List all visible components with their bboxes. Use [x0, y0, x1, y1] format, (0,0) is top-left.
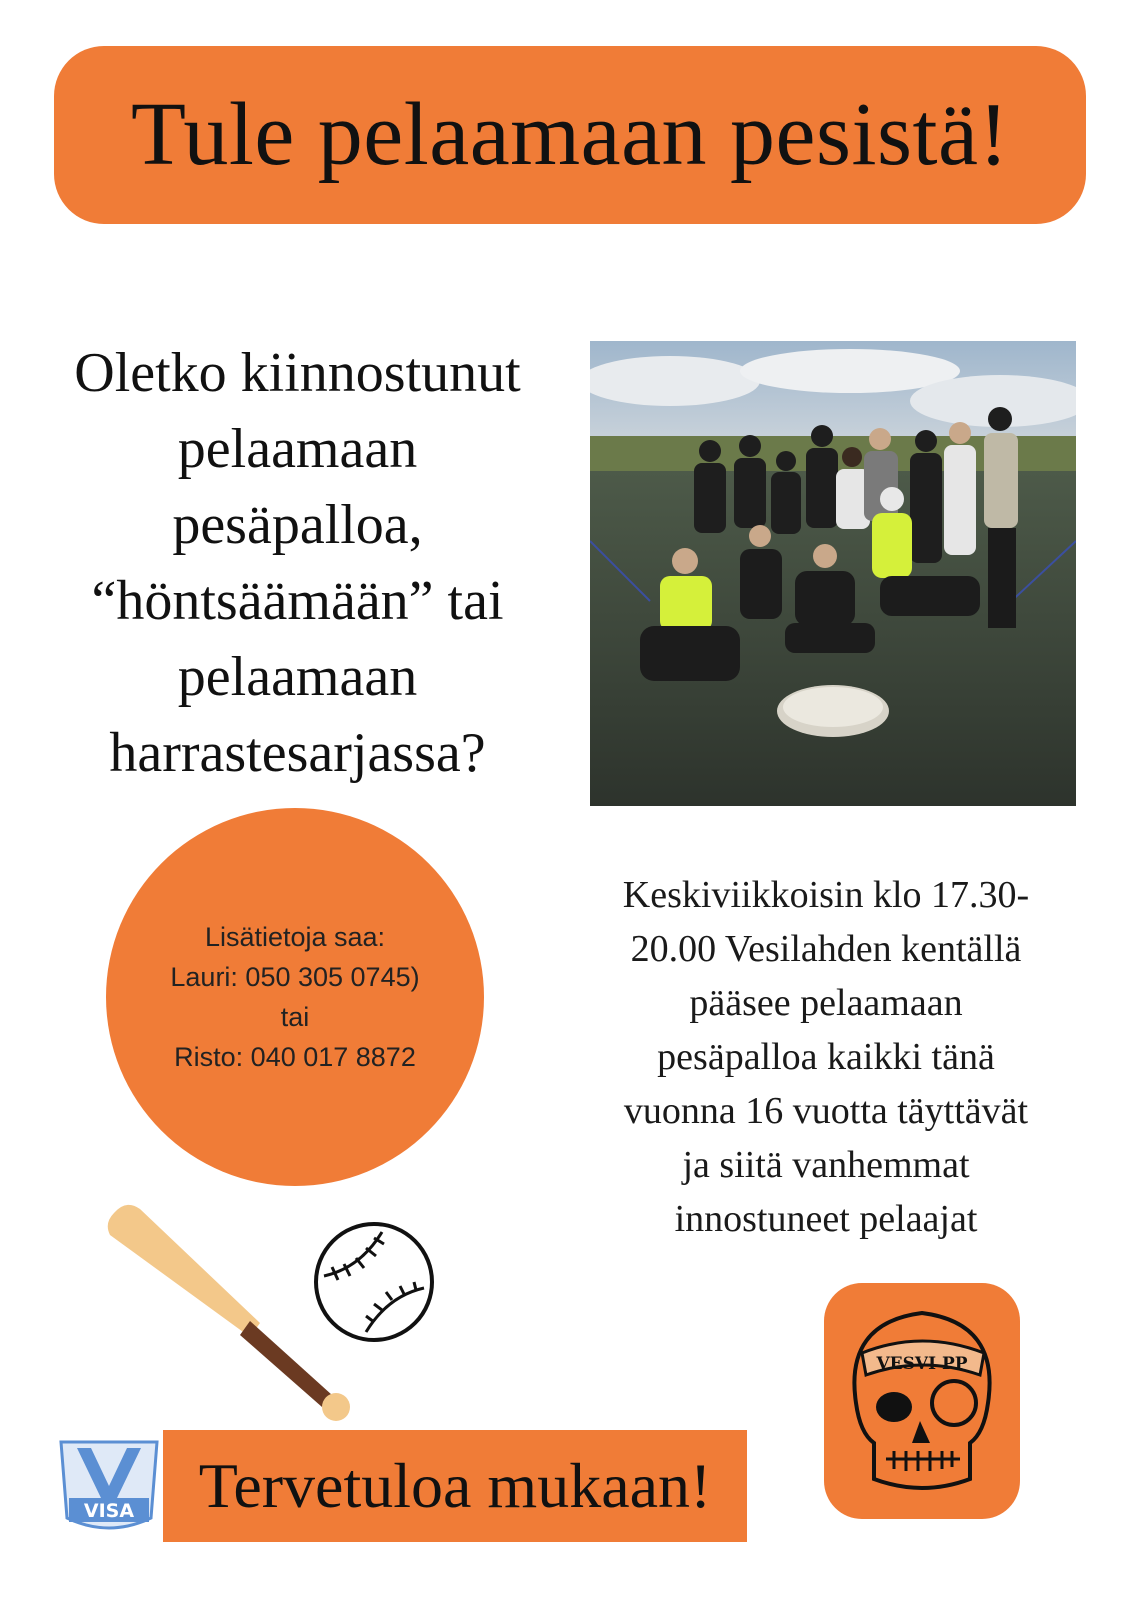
contact-info-circle — [106, 808, 484, 1186]
headline-banner — [54, 46, 1086, 224]
visa-logo — [55, 1434, 163, 1538]
schedule-line: ja siitä vanhemmat — [682, 1144, 970, 1186]
question-line: pelaamaan — [177, 418, 418, 480]
question-line: pesäpalloa, — [172, 494, 423, 556]
schedule-line: innostuneet pelaajat — [674, 1198, 978, 1240]
question-line: “höntsäämään” tai — [91, 570, 504, 632]
welcome-text: Tervetuloa mukaan! — [198, 1450, 712, 1521]
page-title: Tule pelaamaan pesistä! — [131, 85, 1009, 184]
contact-line: Risto: 040 017 8872 — [174, 1042, 416, 1072]
schedule-line: pääsee pelaamaan — [689, 982, 963, 1024]
welcome-banner — [163, 1430, 747, 1542]
schedule-line: vuonna 16 vuotta täyttävät — [623, 1090, 1029, 1132]
contact-line: Lisätietoja saa: — [204, 922, 386, 952]
intro-question — [40, 335, 555, 791]
question-line: harrastesarjassa? — [109, 722, 486, 784]
schedule-line: 20.00 Vesilahden kentällä — [630, 928, 1022, 970]
team-photo — [590, 341, 1076, 806]
schedule-line: pesäpalloa kaikki tänä — [657, 1036, 995, 1078]
contact-line: tai — [280, 1002, 310, 1032]
schedule-text — [586, 868, 1066, 1246]
vesvi-skull-logo — [824, 1283, 1020, 1519]
visa-text: VISA — [83, 1500, 135, 1522]
schedule-line: Keskiviikkoisin klo 17.30- — [622, 874, 1030, 916]
club-text: VESVI PP — [876, 1354, 968, 1374]
question-line: Oletko kiinnostunut — [74, 342, 521, 404]
contact-line: Lauri: 050 305 0745) — [170, 962, 420, 992]
question-line: pelaamaan — [177, 646, 418, 708]
baseball-icon — [310, 1218, 438, 1346]
